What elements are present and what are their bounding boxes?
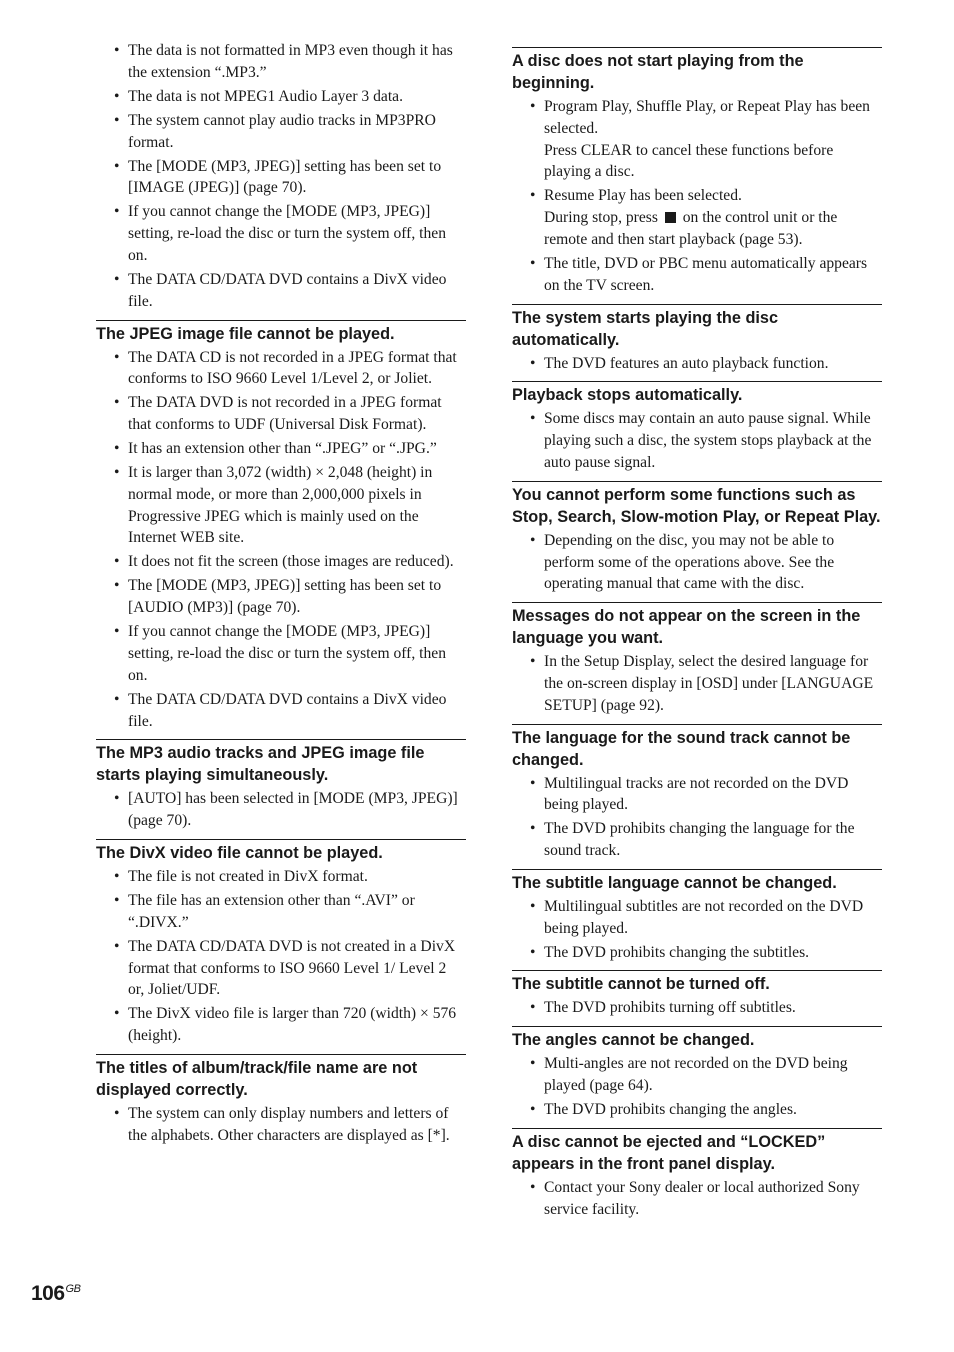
bullet-list <box>96 1103 466 1147</box>
list-item <box>512 997 882 1019</box>
item-note: Press CLEAR to cancel these functions before playing a disc. <box>544 141 834 181</box>
bullet-icon: • <box>114 87 120 105</box>
troubleshooting-section <box>512 1128 882 1221</box>
section-heading: A disc does not start playing from the beginning. <box>512 47 882 94</box>
bullet-list <box>512 1053 882 1121</box>
bullet-icon: • <box>114 394 120 412</box>
list-item <box>96 689 466 733</box>
bullet-icon: • <box>114 157 120 175</box>
bullet-icon: • <box>530 354 536 372</box>
list-item <box>512 942 882 964</box>
list-item <box>512 896 882 940</box>
bullet-icon: • <box>114 891 120 909</box>
list-item <box>96 788 466 832</box>
list-item <box>96 156 466 200</box>
bullet-list <box>96 347 466 733</box>
item-text: The data is not MPEG1 Audio Layer 3 data. <box>128 87 403 105</box>
item-text: Contact your Sony dealer or local authorized Sony service facility. <box>544 1178 860 1218</box>
stop-icon <box>665 212 676 223</box>
list-item <box>96 110 466 154</box>
bullet-icon: • <box>114 553 120 571</box>
section-heading: Playback stops automatically. <box>512 381 882 406</box>
bullet-icon: • <box>530 897 536 915</box>
list-item <box>96 438 466 460</box>
troubleshooting-section <box>512 304 882 375</box>
bullet-icon: • <box>530 1055 536 1073</box>
troubleshooting-section <box>96 320 466 733</box>
section-heading: The MP3 audio tracks and JPEG image file starts playing simultaneously. <box>96 739 466 786</box>
item-text: Resume Play has been selected. <box>544 187 742 205</box>
section-heading: Messages do not appear on the screen in the language you want. <box>512 602 882 649</box>
bullet-list <box>512 997 882 1019</box>
bullet-icon: • <box>114 867 120 885</box>
item-text: The title, DVD or PBC menu automatically appears on the TV screen. <box>544 254 868 294</box>
item-text: Program Play, Shuffle Play, or Repeat Play has been selected. <box>544 98 870 137</box>
item-text: The DVD prohibits changing the subtitles. <box>544 943 810 961</box>
list-item <box>96 86 466 108</box>
bullet-list <box>512 530 882 595</box>
bullet-list <box>512 1177 882 1221</box>
list-item <box>512 1053 882 1097</box>
item-text: Multi-angles are not recorded on the DVD being played (page 64). <box>544 1055 848 1095</box>
bullet-icon: • <box>530 820 536 838</box>
troubleshooting-section <box>96 40 466 313</box>
list-item <box>96 40 466 84</box>
bullet-icon: • <box>114 690 120 708</box>
item-text: Multilingual subtitles are not recorded on the DVD being played. <box>544 897 864 937</box>
section-heading: The language for the sound track cannot be changed. <box>512 724 882 771</box>
bullet-icon: • <box>530 943 536 961</box>
bullet-list <box>512 353 882 375</box>
list-item <box>96 621 466 686</box>
bullet-icon: • <box>114 111 120 129</box>
left-column <box>96 40 466 1149</box>
item-note <box>544 207 882 251</box>
page-number-value: 106 <box>31 1282 65 1305</box>
list-item <box>96 936 466 1001</box>
bullet-list <box>96 40 466 313</box>
item-text: Multilingual tracks are not recorded on the DVD being played. <box>544 774 849 814</box>
list-item <box>96 462 466 549</box>
section-heading: The DivX video file cannot be played. <box>96 839 466 864</box>
bullet-icon: • <box>530 999 536 1017</box>
item-text: It is larger than 3,072 (width) × 2,048 (height) in normal mode, or more than 2,000,000 pixels in Progressive JPEG which is mainly used on the Internet WEB site. <box>128 464 433 547</box>
bullet-icon: • <box>114 42 120 59</box>
bullet-icon: • <box>530 653 536 671</box>
item-text: [AUTO] has been selected in [MODE (MP3, JPEG)] (page 70). <box>128 790 458 830</box>
list-item <box>512 773 882 817</box>
troubleshooting-section <box>512 970 882 1019</box>
list-item <box>96 890 466 934</box>
item-text: The DVD prohibits changing the angles. <box>544 1101 797 1119</box>
troubleshooting-section <box>512 602 882 716</box>
bullet-icon: • <box>530 774 536 792</box>
list-item <box>96 1103 466 1147</box>
bullet-list <box>512 651 882 716</box>
list-item <box>512 1099 882 1121</box>
item-text: In the Setup Display, select the desired language for the on-screen display in [OSD] under [LANGUAGE SETUP] (page 92). <box>544 653 874 714</box>
item-text: It has an extension other than “.JPEG” or “.JPG.” <box>128 440 437 458</box>
section-heading: The system starts playing the disc automatically. <box>512 304 882 351</box>
bullet-icon: • <box>114 623 120 641</box>
list-item <box>96 347 466 391</box>
item-text: The file is not created in DivX format. <box>128 867 368 885</box>
item-text: The system cannot play audio tracks in MP3PRO format. <box>128 111 436 151</box>
section-heading: The angles cannot be changed. <box>512 1026 882 1051</box>
bullet-icon: • <box>530 1178 536 1196</box>
troubleshooting-section <box>96 739 466 832</box>
troubleshooting-section <box>512 381 882 473</box>
list-item <box>96 551 466 573</box>
bullet-icon: • <box>530 98 536 115</box>
section-heading: The titles of album/track/file name are not displayed correctly. <box>96 1054 466 1101</box>
bullet-icon: • <box>114 348 120 366</box>
item-text: The DATA CD is not recorded in a JPEG format that conforms to ISO 9660 Level 1/Level 2, or Joliet. <box>128 348 457 388</box>
bullet-list <box>512 96 882 297</box>
list-item <box>512 530 882 595</box>
bullet-icon: • <box>114 937 120 955</box>
list-item <box>512 96 882 183</box>
item-text: If you cannot change the [MODE (MP3, JPEG)] setting, re-load the disc or turn the system off, then on. <box>128 203 447 264</box>
bullet-list <box>512 896 882 964</box>
item-note-start: During stop, press <box>544 209 658 227</box>
bullet-icon: • <box>114 203 120 221</box>
list-item <box>512 1177 882 1221</box>
item-text: The file has an extension other than “.AVI” or “.DIVX.” <box>128 891 415 931</box>
item-text: The DVD prohibits turning off subtitles. <box>544 999 796 1017</box>
item-text: The data is not formatted in MP3 even though it has the extension “.MP3.” <box>128 42 453 81</box>
list-item <box>96 201 466 266</box>
item-text: Depending on the disc, you may not be able to perform some of the operations above. See the operating manual that came with the disc. <box>544 531 835 593</box>
page-number <box>31 1282 80 1306</box>
item-text: The DATA CD/DATA DVD contains a DivX video file. <box>128 690 447 730</box>
troubleshooting-section <box>96 839 466 1047</box>
bullet-icon: • <box>530 410 536 428</box>
section-heading: The JPEG image file cannot be played. <box>96 320 466 345</box>
list-item <box>512 253 882 297</box>
bullet-icon: • <box>114 270 120 288</box>
list-item <box>512 408 882 473</box>
item-text: The DATA CD/DATA DVD is not created in a DivX format that conforms to ISO 9660 Level 1/ Level 2 or, Joliet/UDF. <box>128 937 456 999</box>
item-text: It does not fit the screen (those images are reduced). <box>128 553 454 571</box>
list-item <box>96 269 466 313</box>
item-text: If you cannot change the [MODE (MP3, JPEG)] setting, re-load the disc or turn the system off, then on. <box>128 623 447 684</box>
item-text: The [MODE (MP3, JPEG)] setting has been set to [IMAGE (JPEG)] (page 70). <box>128 157 442 197</box>
item-text: The DATA DVD is not recorded in a JPEG format that conforms to UDF (Universal Disk Format). <box>128 394 442 434</box>
bullet-icon: • <box>114 790 120 808</box>
bullet-icon: • <box>530 187 536 205</box>
bullet-icon: • <box>114 577 120 595</box>
item-text: The [MODE (MP3, JPEG)] setting has been set to [AUDIO (MP3)] (page 70). <box>128 577 442 617</box>
troubleshooting-section <box>512 724 882 862</box>
item-text: The system can only display numbers and letters of the alphabets. Other characters are displayed as [*]. <box>128 1104 450 1144</box>
list-item <box>96 392 466 436</box>
bullet-icon: • <box>530 1101 536 1119</box>
bullet-list <box>96 866 466 1047</box>
item-text: The DivX video file is larger than 720 (width) × 576 (height). <box>128 1005 457 1045</box>
list-item <box>512 651 882 716</box>
item-text: The DVD prohibits changing the language for the sound track. <box>544 820 855 860</box>
right-column <box>512 40 882 1223</box>
bullet-icon: • <box>114 440 120 458</box>
section-heading: You cannot perform some functions such as Stop, Search, Slow-motion Play, or Repeat Play. <box>512 481 882 528</box>
list-item <box>512 818 882 862</box>
list-item <box>96 575 466 619</box>
item-text: The DATA CD/DATA DVD contains a DivX video file. <box>128 270 447 310</box>
item-note-end: on the control unit or the remote and then start playback (page 53). <box>544 209 838 248</box>
bullet-list <box>512 408 882 473</box>
list-item <box>512 353 882 375</box>
bullet-icon: • <box>530 254 536 272</box>
bullet-icon: • <box>530 531 536 549</box>
troubleshooting-section <box>512 481 882 595</box>
section-heading: The subtitle language cannot be changed. <box>512 869 882 894</box>
page-number-suffix: GB <box>65 1283 81 1295</box>
list-item <box>96 866 466 888</box>
bullet-icon: • <box>114 1104 120 1122</box>
troubleshooting-section <box>512 869 882 964</box>
troubleshooting-section <box>96 1054 466 1147</box>
section-heading: A disc cannot be ejected and “LOCKED” appears in the front panel display. <box>512 1128 882 1175</box>
list-item <box>96 1003 466 1047</box>
bullet-icon: • <box>114 464 120 482</box>
bullet-icon: • <box>114 1005 120 1023</box>
bullet-list <box>512 773 882 862</box>
list-item <box>512 185 882 250</box>
item-text: Some discs may contain an auto pause signal. While playing such a disc, the system stops playback at the auto pause signal. <box>544 410 872 471</box>
bullet-list <box>96 788 466 832</box>
troubleshooting-section <box>512 47 882 297</box>
troubleshooting-section <box>512 1026 882 1121</box>
item-text: The DVD features an auto playback function. <box>544 354 829 372</box>
section-heading: The subtitle cannot be turned off. <box>512 970 882 995</box>
